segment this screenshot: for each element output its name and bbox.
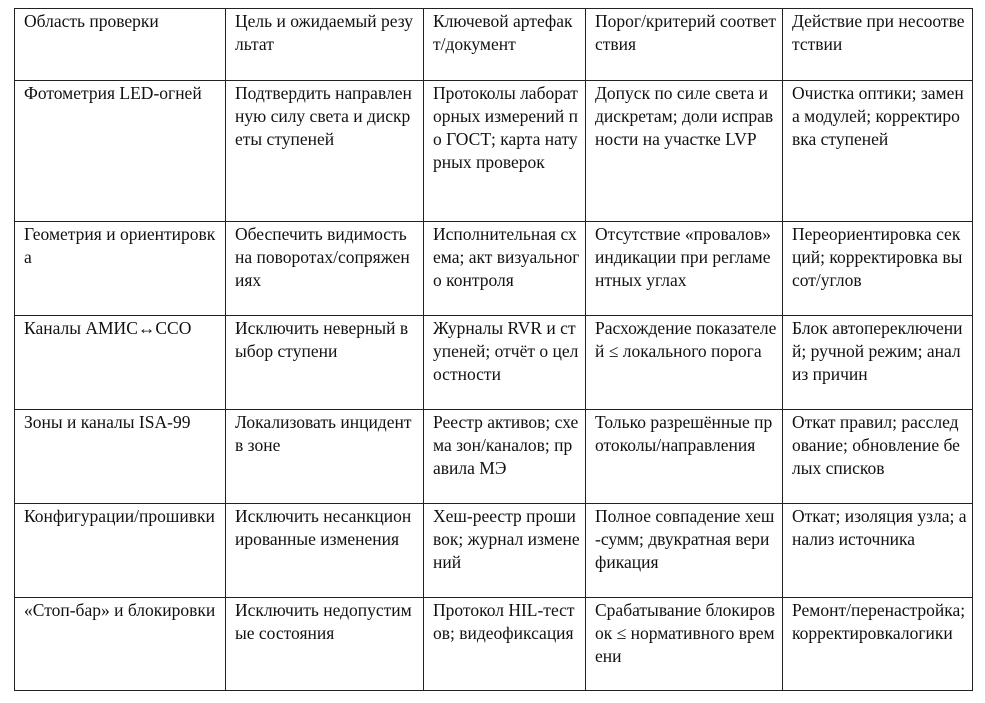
cell-action: Ремонт/перенастройка; корректировкалогики <box>783 598 973 691</box>
cell-criterion: Полное совпадение хеш-сумм; двукратная верификация <box>586 504 783 598</box>
cell-area: Фотометрия LED-огней <box>15 81 226 222</box>
table-header-row <box>15 9 973 81</box>
cell-artifact: Протоколы лабораторных измерений по ГОСТ; карта натурных проверок <box>424 81 586 222</box>
cell-criterion: Срабатывание блокировок ≤ нормативного времени <box>586 598 783 691</box>
table-row <box>15 504 973 598</box>
table-row <box>15 316 973 410</box>
cell-goal: Исключить неверный выбор ступени <box>226 316 424 410</box>
cell-criterion: Только разрешённые протоколы/направления <box>586 410 783 504</box>
cell-action: Откат правил; расследование; обновление белых списков <box>783 410 973 504</box>
header-criterion: Порог/критерий соответствия <box>586 9 783 81</box>
cell-area: Конфигурации/прошивки <box>15 504 226 598</box>
header-artifact: Ключевой артефакт/документ <box>424 9 586 81</box>
cell-area: Зоны и каналы ISA-99 <box>15 410 226 504</box>
cell-artifact: Журналы RVR и ступеней; отчёт о целостности <box>424 316 586 410</box>
cell-action: Блок автопереключений; ручной режим; анализ причин <box>783 316 973 410</box>
cell-artifact: Хеш-реестр прошивок; журнал изменений <box>424 504 586 598</box>
cell-action: Очистка оптики; замена модулей; корректировка ступеней <box>783 81 973 222</box>
cell-criterion: Отсутствие «провалов» индикации при регламентных углах <box>586 222 783 316</box>
header-action: Действие при несоответствии <box>783 9 973 81</box>
cell-area: Каналы АМИС↔ССО <box>15 316 226 410</box>
cell-action: Переориентировка секций; корректировка высот/углов <box>783 222 973 316</box>
table-row <box>15 598 973 691</box>
table-row <box>15 410 973 504</box>
cell-goal: Обеспечить видимость на поворотах/сопряжениях <box>226 222 424 316</box>
table-row <box>15 81 973 222</box>
cell-area: «Стоп-бар» и блокировки <box>15 598 226 691</box>
cell-goal: Исключить недопустимые состояния <box>226 598 424 691</box>
cell-artifact: Исполнительная схема; акт визуального контроля <box>424 222 586 316</box>
cell-goal: Локализовать инцидент в зоне <box>226 410 424 504</box>
cell-goal: Подтвердить направленную силу света и дискреты ступеней <box>226 81 424 222</box>
cell-area: Геометрия и ориентировка <box>15 222 226 316</box>
cell-criterion: Допуск по силе света и дискретам; доли исправности на участке LVP <box>586 81 783 222</box>
verification-table <box>14 8 973 691</box>
cell-criterion: Расхождение показателей ≤ локального порога <box>586 316 783 410</box>
header-goal: Цель и ожидаемый результат <box>226 9 424 81</box>
header-area: Область проверки <box>15 9 226 81</box>
table-row <box>15 222 973 316</box>
cell-artifact: Реестр активов; схема зон/каналов; правила МЭ <box>424 410 586 504</box>
cell-goal: Исключить несанкционированные изменения <box>226 504 424 598</box>
cell-action: Откат; изоляция узла; анализ источника <box>783 504 973 598</box>
cell-artifact: Протокол HIL-тестов; видеофиксация <box>424 598 586 691</box>
